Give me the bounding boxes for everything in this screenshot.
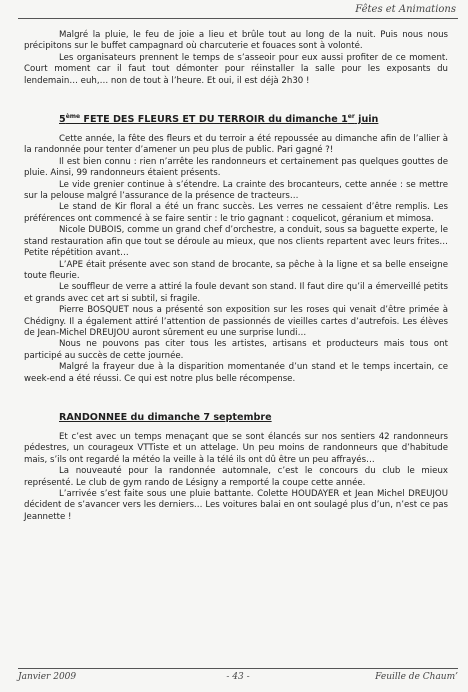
fete-paragraph: L’APE était présente avec son stand de brocante, sa pêche à la ligne et sa belle enseigne toute fleurie.	[24, 259, 448, 281]
intro-paragraph-2: Les organisateurs prennent le temps de s’asseoir pour eux aussi profiter de ce moment. Court moment car il faut tout démonter pour réinstaller la salle pour les exposants du lendemain… euh,… non de tout à l’heure. Et oui, il est déjà 2h30 !	[24, 52, 448, 86]
fete-paragraph: Malgré la frayeur due à la disparition momentanée d’un stand et le temps incertain, ce week-end a été réussi. Ce qui est notre plus belle récompense.	[24, 362, 448, 384]
footer-divider	[18, 668, 458, 669]
article-body	[24, 30, 448, 523]
randonnee-paragraph: L’arrivée s’est faite sous une pluie battante. Colette HOUDAYER et Jean Michel DREUJOU décident de s’avancer vers les derniers… Les voitures balai en ont soulagé plus d’un, n’est ce pas Jeannette !	[24, 489, 448, 522]
footer-date: Janvier 2009	[18, 672, 77, 682]
fete-paragraph: Le vide grenier continue à s’étendre. La crainte des brocanteurs, cette année : se mettre sur la pelouse malgré l’assurance de la présence de tracteurs…	[24, 179, 448, 202]
randonnee-paragraph: Et c’est avec un temps menaçant que se sont élancés sur nos sentiers 42 randonneurs pédestres, un courageux VTTiste et un attelage. Un peu moins de randonneurs que d’habitude mais, s’ils ont regardé la météo la veille à la télé ils ont dû être un peu affrayés…	[24, 431, 448, 465]
fete-paragraph: Il est bien connu : rien n’arrête les randonneurs et certainement pas quelques gouttes de pluie. Ainsi, 99 randonneurs étaient présents.	[24, 156, 448, 179]
fete-paragraph: Cette année, la fête des fleurs et du terroir a été repoussée au dimanche afin de l’allier à la randonnée pour tenter d’amener un peu plus de public. Pari gagné ?!	[24, 134, 448, 156]
page-header: Fêtes et Animations	[355, 4, 456, 15]
fete-paragraph: Le souffleur de verre a attiré la foule devant son stand. Il faut dire qu’il a émerveillé petits et grands avec cet art si subtil, si fragile.	[24, 282, 448, 304]
fete-paragraph: Nicole DUBOIS, comme un grand chef d’orchestre, a conduit, sous sa baguette experte, le stand restauration afin que tout se déroule au mieux, que nos clients repartent avec leurs frites… Petite répétition avant…	[24, 225, 448, 259]
header-divider	[18, 18, 458, 19]
section-title-fete: 5ème FETE DES FLEURS ET DU TERROIR du dimanche 1er juin	[59, 112, 379, 126]
fete-paragraph: Nous ne pouvons pas citer tous les artistes, artisans et producteurs mais tous ont participé au succès de cette journée.	[24, 339, 448, 361]
randonnee-paragraph: La nouveauté pour la randonnée automnale, c’est le concours du club le mieux représenté. Le club de gym rando de Lésigny a remporté la coupe cette année.	[24, 466, 448, 488]
fete-paragraph: Pierre BOSQUET nous a présenté son exposition sur les roses qui venait d’être primée à Chédigny. Il a également attiré l’attention de passionnés de vieilles cartes d’autrefois. Les élèves de Jean-Michel DREUJOU auront sûrement eu une surprise lundi…	[24, 305, 448, 338]
fete-paragraph: Le stand de Kir floral a été un franc succès. Les verres ne cessaient d’être remplis. Les préférences ont commencé à se faire sentir : le trio gagnant : coquelicot, géranium et mimosa.	[24, 202, 448, 224]
section-title-randonnee: RANDONNEE du dimanche 7 septembre	[59, 411, 272, 423]
publication-name: Feuille de Chaum’	[375, 672, 458, 682]
intro-paragraph-1: Malgré la pluie, le feu de joie a lieu et brûle tout au long de la nuit. Puis nous nous précipitons sur le buffet campagnard où charcuterie et fouaces sont à volonté.	[24, 30, 448, 52]
page-number: - 43 -	[226, 672, 250, 682]
